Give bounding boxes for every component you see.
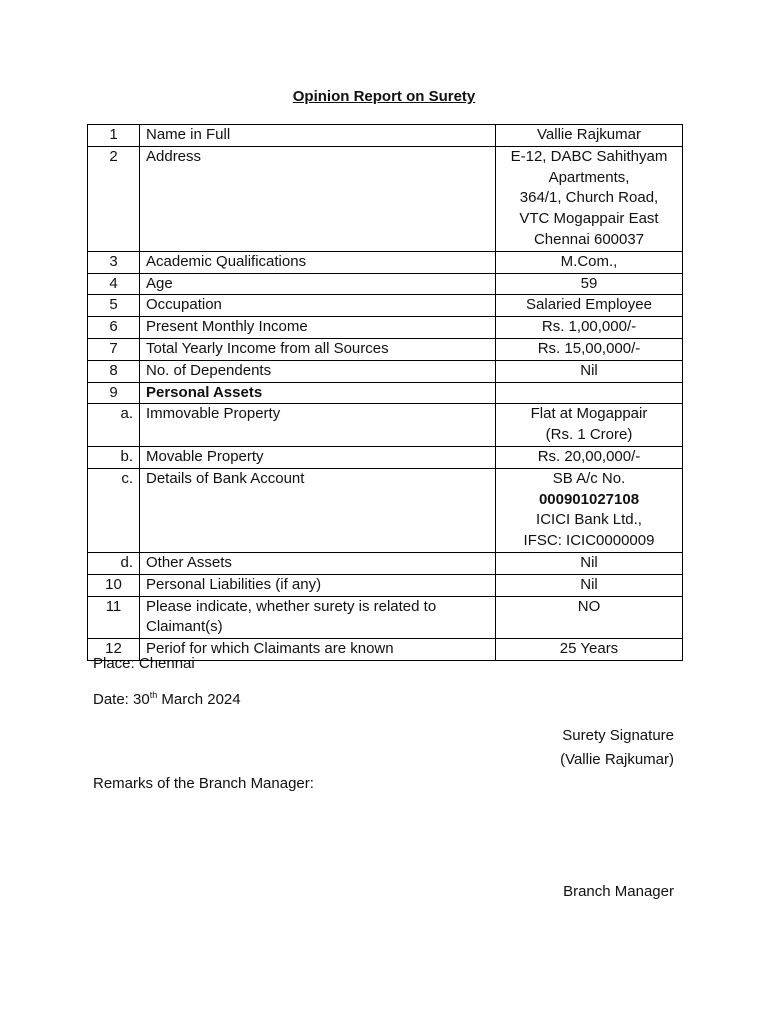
table-row — [88, 596, 683, 639]
row-value — [496, 468, 683, 552]
value-line: Nil — [580, 553, 598, 571]
value-line: M.Com., — [560, 252, 618, 270]
row-label: Personal Liabilities (if any) — [140, 574, 496, 596]
value-line: Rs. 1,00,000/- — [541, 318, 637, 336]
row-label: Occupation — [140, 295, 496, 317]
row-value — [496, 146, 683, 251]
surety-signature-name: (Vallie Rajkumar) — [560, 751, 674, 768]
row-number: 10 — [88, 574, 140, 596]
row-number: 1 — [88, 125, 140, 147]
table-row — [88, 446, 683, 468]
row-number: 11 — [88, 596, 140, 639]
row-value — [496, 251, 683, 273]
row-label: Present Monthly Income — [140, 317, 496, 339]
row-number: c. — [88, 468, 140, 552]
row-label: Total Yearly Income from all Sources — [140, 338, 496, 360]
value-line: Rs. 15,00,000/- — [537, 339, 641, 357]
row-label: Other Assets — [140, 552, 496, 574]
value-line: NO — [577, 597, 601, 615]
row-label: No. of Dependents — [140, 360, 496, 382]
date-prefix: Date: 30 — [93, 691, 150, 708]
row-number: 3 — [88, 251, 140, 273]
row-number: 8 — [88, 360, 140, 382]
row-label: Please indicate, whether surety is related to Claimant(s) — [140, 596, 496, 639]
row-number: 6 — [88, 317, 140, 339]
row-number: 7 — [88, 338, 140, 360]
row-label: Details of Bank Account — [140, 468, 496, 552]
row-number: 5 — [88, 295, 140, 317]
row-number: 4 — [88, 273, 140, 295]
table-row — [88, 295, 683, 317]
row-value — [496, 338, 683, 360]
row-number: b. — [88, 446, 140, 468]
date-suffix: March 2024 — [157, 691, 241, 708]
row-value — [496, 317, 683, 339]
value-line: 25 Years — [559, 640, 619, 658]
value-line: ICICI Bank Ltd., — [536, 511, 642, 529]
value-line: 364/1, Church Road, — [519, 189, 659, 207]
value-line: (Rs. 1 Crore) — [545, 426, 633, 444]
value-line: Salaried Employee — [526, 296, 652, 314]
row-value — [496, 446, 683, 468]
table-row — [88, 338, 683, 360]
value-line: Nil — [580, 575, 598, 593]
value-line: E-12, DABC Sahithyam — [510, 147, 668, 165]
row-value — [496, 404, 683, 447]
row-label: Name in Full — [140, 125, 496, 147]
row-number: 2 — [88, 146, 140, 251]
row-value — [496, 596, 683, 639]
table-row — [88, 317, 683, 339]
value-line: VTC Mogappair East — [519, 210, 659, 228]
value-line: Flat at Mogappair — [530, 405, 648, 423]
row-number: 12 — [88, 639, 140, 661]
table-row — [88, 360, 683, 382]
row-value-empty — [496, 382, 683, 404]
date-ordinal: th — [149, 690, 158, 700]
row-label: Periof for which Claimants are known — [140, 639, 496, 661]
row-label: Immovable Property — [140, 404, 496, 447]
table-row — [88, 251, 683, 273]
row-number: a. — [88, 404, 140, 447]
row-value — [496, 273, 683, 295]
row-value — [496, 574, 683, 596]
value-line: 59 — [580, 274, 598, 292]
surety-table — [87, 124, 683, 661]
table-row — [88, 468, 683, 552]
row-label: Address — [140, 146, 496, 251]
page-title: Opinion Report on Surety — [292, 88, 476, 105]
branch-manager-label: Branch Manager — [563, 883, 674, 900]
row-value — [496, 295, 683, 317]
value-line: Chennai 600037 — [533, 230, 645, 248]
value-line: IFSC: ICIC0000009 — [523, 532, 655, 550]
row-value — [496, 125, 683, 147]
surety-signature-label: Surety Signature — [562, 727, 674, 744]
row-value — [496, 639, 683, 661]
value-line: Rs. 20,00,000/- — [537, 447, 641, 465]
table-row — [88, 125, 683, 147]
row-number: 9 — [88, 382, 140, 404]
value-line: Vallie Rajkumar — [537, 126, 641, 143]
table-row — [88, 273, 683, 295]
value-line: Nil — [580, 361, 598, 379]
row-label: Academic Qualifications — [140, 251, 496, 273]
row-value — [496, 360, 683, 382]
account-number: 000901027108 — [538, 490, 640, 508]
row-label: Age — [140, 273, 496, 295]
value-line: SB A/c No. — [552, 469, 626, 487]
value-line: Apartments, — [548, 168, 630, 186]
date-line — [93, 691, 241, 708]
row-label: Movable Property — [140, 446, 496, 468]
row-number: d. — [88, 552, 140, 574]
place-line: Place: Chennai — [93, 655, 195, 672]
row-label-section-heading: Personal Assets — [140, 382, 496, 404]
table-row — [88, 552, 683, 574]
table-row — [88, 146, 683, 251]
table-row — [88, 382, 683, 404]
row-value — [496, 552, 683, 574]
table-row — [88, 574, 683, 596]
remarks-label: Remarks of the Branch Manager: — [93, 775, 314, 792]
table-row — [88, 404, 683, 447]
